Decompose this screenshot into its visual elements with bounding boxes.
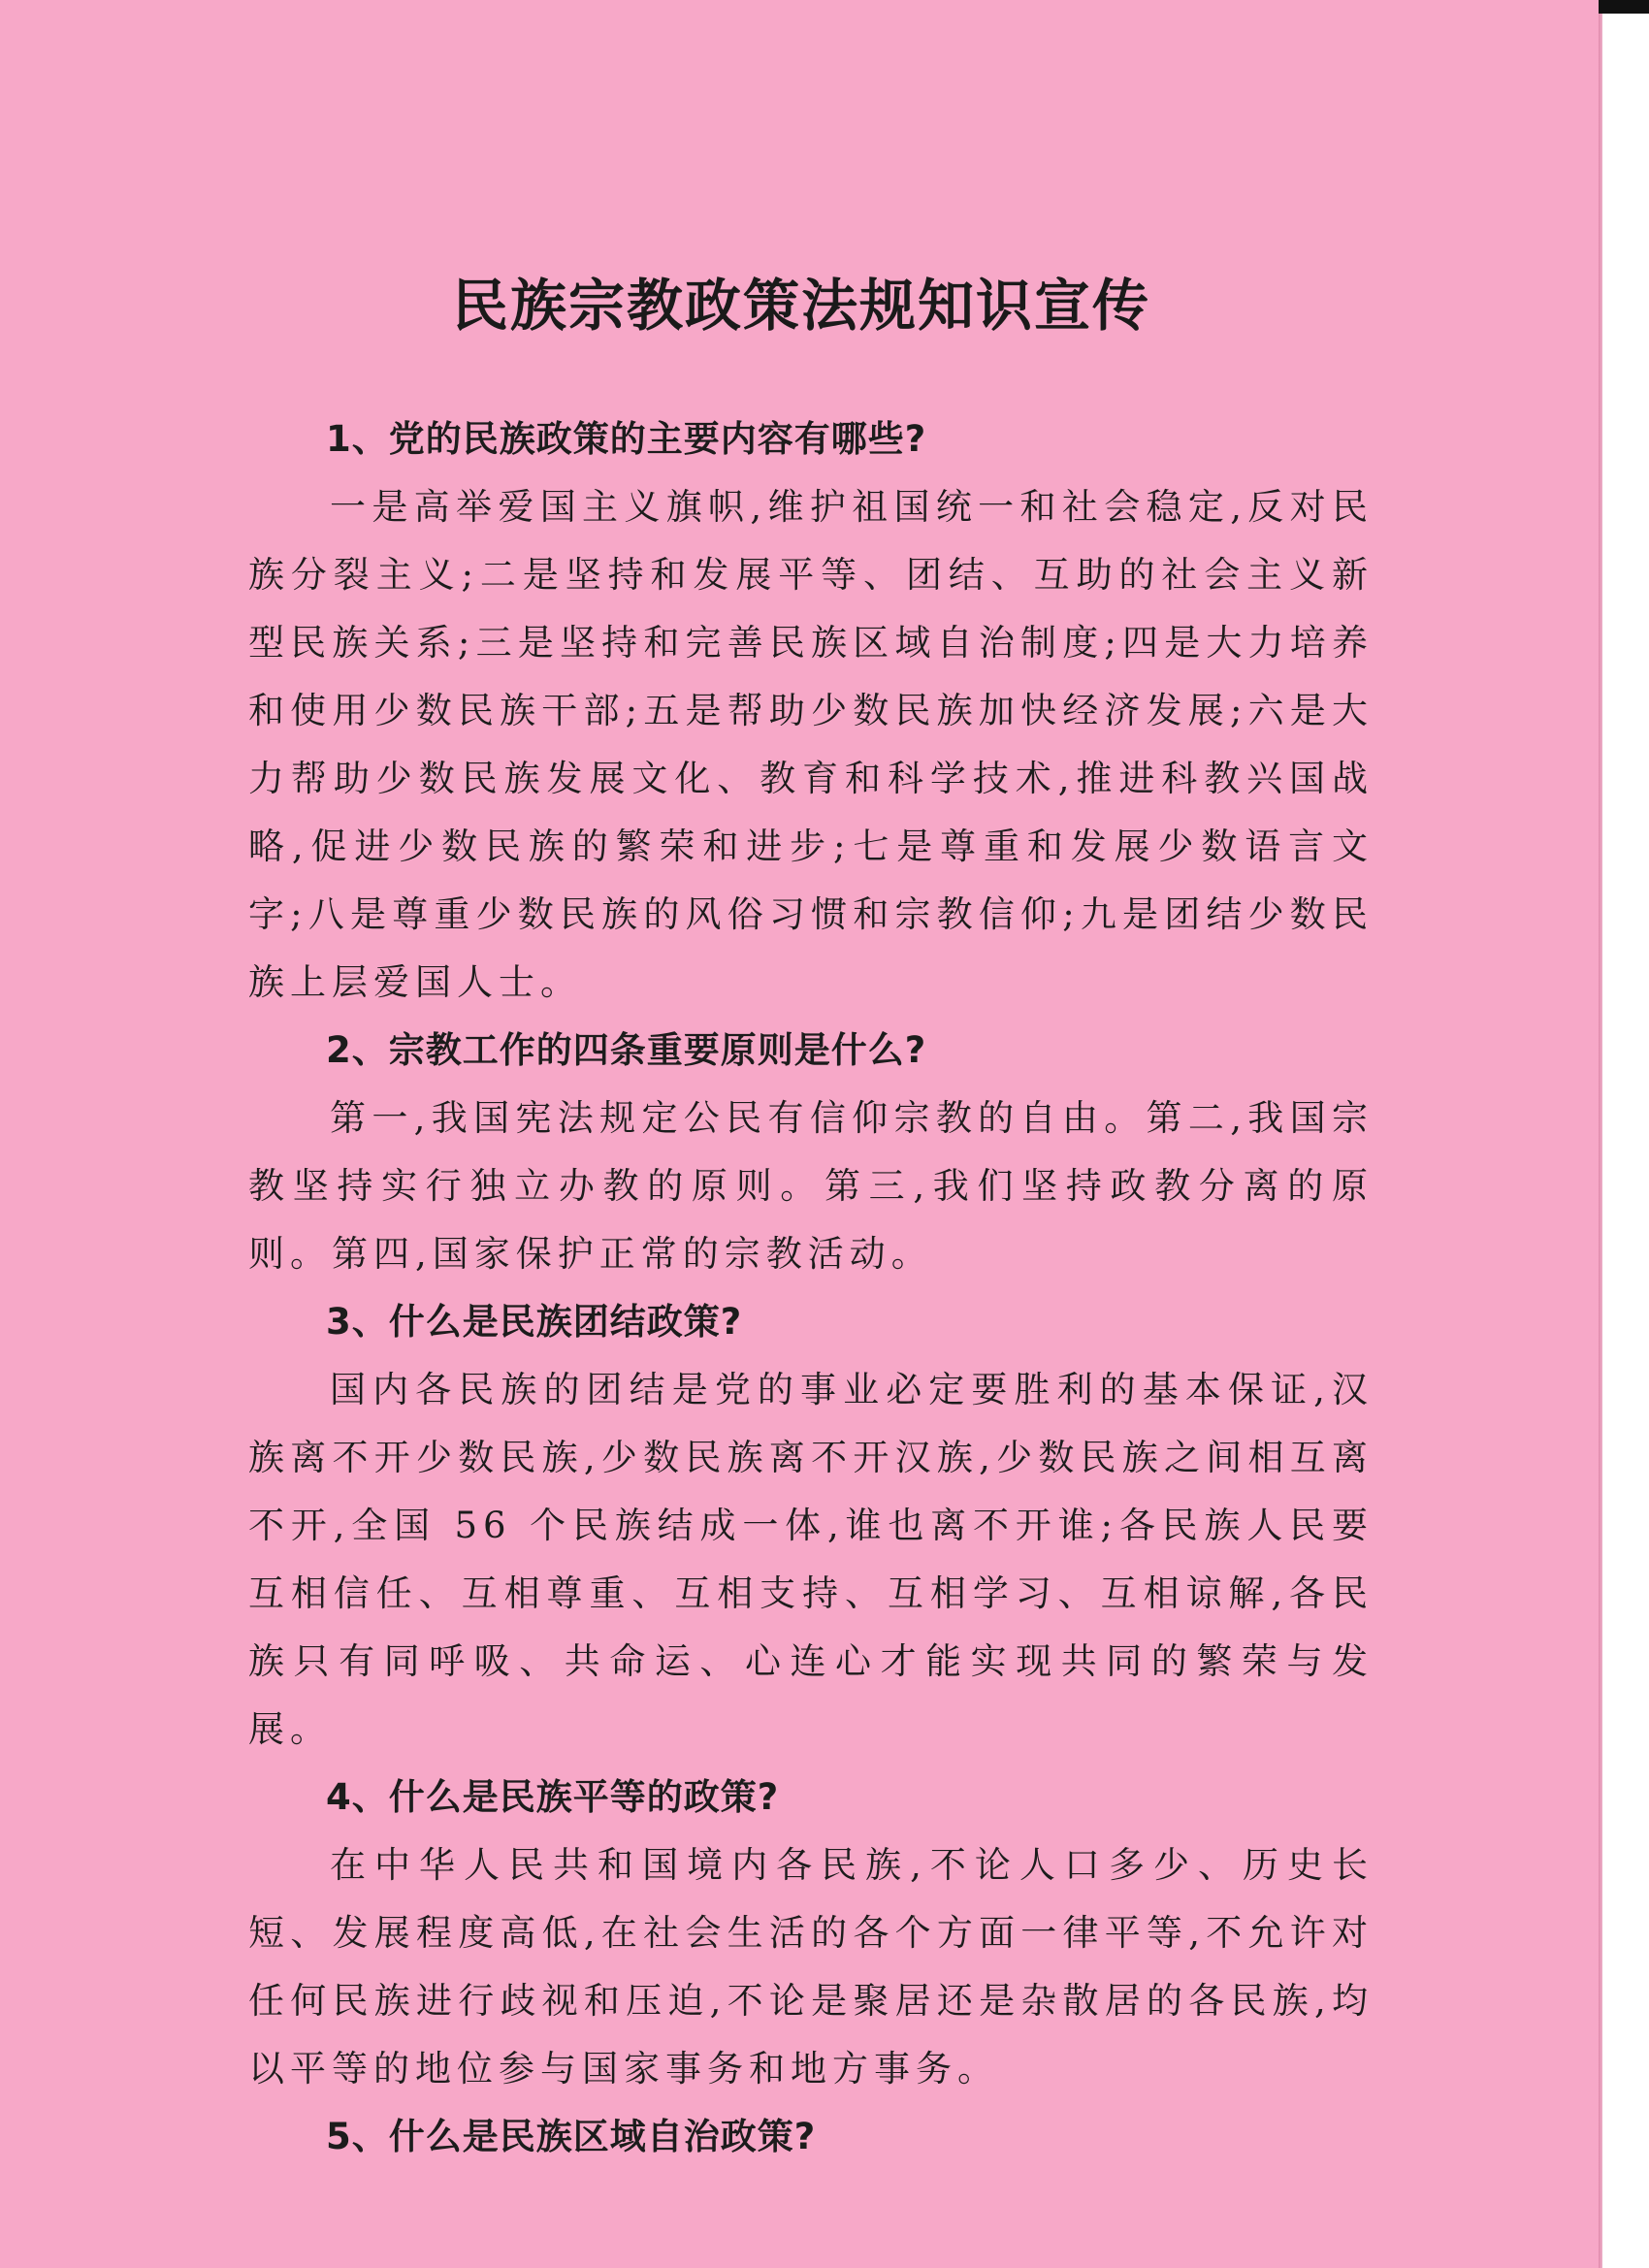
answer-2: 第一,我国宪法规定公民有信仰宗教的自由。第二,我国宗教坚持实行独立办教的原则。第三,我们坚持政教分离的原则。第四,国家保护正常的宗教活动。 xyxy=(248,1097,1374,1275)
answer-4: 在中华人民共和国境内各民族,不论人口多少、历史长短、发展程度高低,在社会生活的各个方面一律平等,不允许对任何民族进行歧视和压迫,不论是聚居还是杂散居的各民族,均以平等的地位参与国家事务和地方事务。 xyxy=(248,1844,1374,2090)
question-4: 4、什么是民族平等的政策? xyxy=(326,1776,780,1818)
document-title: 民族宗教政策法规知识宣传 xyxy=(451,273,1150,339)
answer-1: 一是高举爱国主义旗帜,维护祖国统一和社会稳定,反对民族分裂主义;二是坚持和发展平等、团结、互助的社会主义新型民族关系;三是坚持和完善民族区域自治制度;四是大力培养和使用少数民族干部;五是帮助少数民族加快经济发展;六是大力帮助少数民族发展文化、教育和科学技术,推进科教兴国战略,促进少数民族的繁荣和进步;七是尊重和发展少数语言文字;八是尊重少数民族的风俗习惯和宗教信仰;九是团结少数民族上层爱国人士。 xyxy=(248,486,1374,1003)
answer-3: 国内各民族的团结是党的事业必定要胜利的基本保证,汉族离不开少数民族,少数民族离不开汉族,少数民族之间相互离不开,全国 56 个民族结成一体,谁也离不开谁;各民族人民要互相信任、互相尊重、互相支持、互相学习、互相谅解,各民族只有同呼吸、共命运、心连心才能实现共同的繁荣与发展。 xyxy=(248,1369,1374,1750)
question-1: 1、党的民族政策的主要内容有哪些? xyxy=(326,418,927,460)
scan-corner-mark xyxy=(1599,0,1649,14)
question-2: 2、宗教工作的四条重要原则是什么? xyxy=(326,1029,927,1071)
question-5: 5、什么是民族区域自治政策? xyxy=(326,2116,817,2157)
document-body xyxy=(248,405,1374,2171)
question-3: 3、什么是民族团结政策? xyxy=(326,1301,743,1343)
scan-background-strip xyxy=(1602,0,1649,2268)
